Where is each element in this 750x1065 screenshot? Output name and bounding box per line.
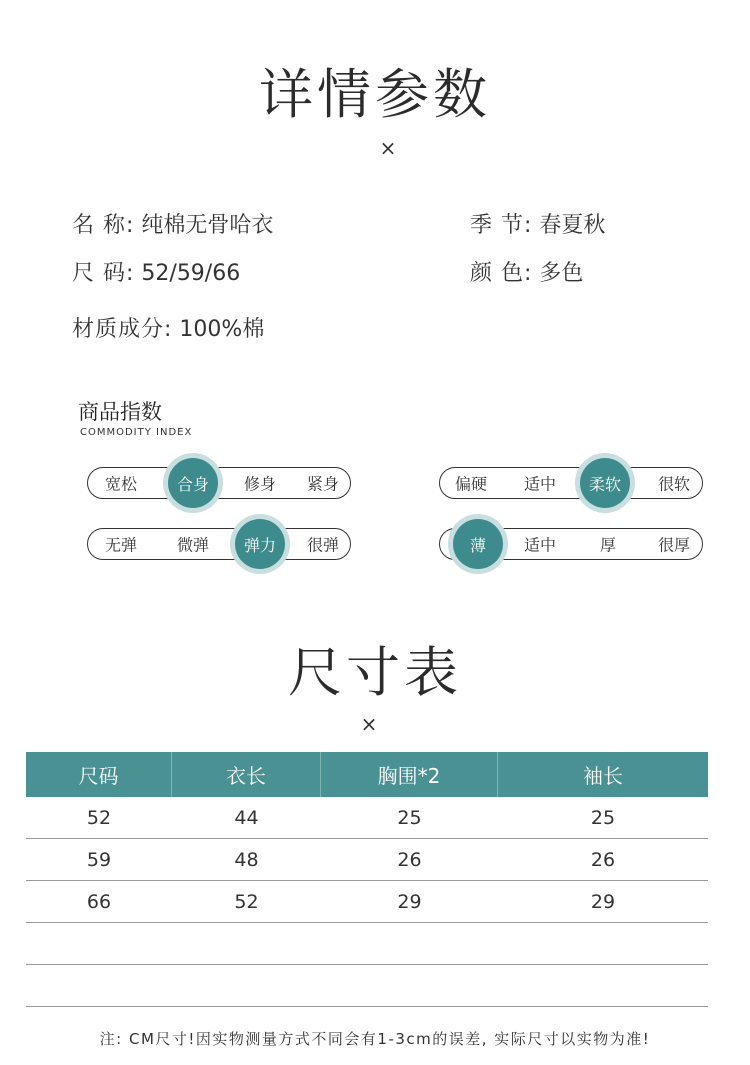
table-cell [498,923,708,964]
table-cell: 44 [234,806,259,829]
table-cell: 29 [397,890,422,913]
size-table-title: 尺寸表 [288,641,462,704]
info-season-label: 季 节: [470,213,533,238]
scale-elasticity-selected: 弹力 [235,519,285,569]
header-sleeve: 袖长 [583,764,623,788]
table-cell [26,965,172,1006]
close-icon: × [379,136,397,160]
header-chest: 胸围*2 [321,752,498,797]
info-material-label: 材质成分: [72,317,173,342]
index-title: 商品指数 [78,400,162,424]
info-color-label: 颜 色: [470,261,533,286]
size-table-header [26,752,708,797]
scale-softness-option: 很软 [657,474,691,494]
scale-elasticity [87,528,351,560]
info-color [470,256,583,287]
close-icon: × [360,712,378,736]
table-cell: 48 [234,848,259,871]
table-cell: 26 [590,848,616,871]
scale-thickness [439,528,703,560]
scale-fit-option: 紧身 [306,474,340,494]
table-row [26,923,708,965]
scale-fit-selected: 合身 [168,458,218,508]
info-name-value: 纯棉无骨哈衣 [141,213,274,238]
header-length: 衣长 [172,752,321,797]
table-row [26,797,708,839]
scale-softness [439,467,703,499]
info-material [72,312,264,343]
scale-fit-option: 宽松 [104,474,138,494]
header-size: 尺码 [26,752,172,797]
table-row [26,965,708,1007]
scale-softness-selected: 柔软 [580,458,630,508]
size-table [26,752,708,1007]
info-color-value: 多色 [539,261,584,286]
info-size-label: 尺 码: [72,261,135,286]
scale-softness-option: 偏硬 [454,474,488,494]
table-cell [321,965,498,1006]
scale-elasticity-option: 微弹 [176,535,210,555]
info-name [72,208,273,239]
table-cell [172,923,321,964]
table-cell [172,965,321,1006]
table-cell [321,923,498,964]
detail-title: 详情参数 [259,63,491,126]
info-season [470,208,605,239]
table-cell: 26 [397,848,422,871]
scale-fit-option: 修身 [243,474,277,494]
scale-thickness-option: 厚 [599,535,617,555]
info-size [72,256,240,287]
index-subtitle: COMMODITY INDEX [80,427,193,438]
scale-elasticity-option: 无弹 [104,535,138,555]
table-cell: 52 [234,890,259,913]
size-note: 注: CM尺寸!因实物测量方式不同会有1-3cm的误差, 实际尺寸以实物为准! [99,1030,651,1048]
info-season-value: 春夏秋 [539,213,606,238]
scale-thickness-selected: 薄 [453,519,503,569]
scale-softness-option: 适中 [523,474,557,494]
table-row [26,881,708,923]
table-cell: 52 [86,806,112,829]
scale-thickness-option: 很厚 [657,535,691,555]
table-row [26,839,708,881]
scale-fit [87,467,351,499]
table-cell [498,965,708,1006]
table-cell: 59 [86,848,112,871]
info-size-value: 52/59/66 [141,261,241,286]
info-name-label: 名 称: [72,213,135,238]
table-cell: 25 [397,806,422,829]
table-cell: 29 [590,890,616,913]
info-material-value: 100%棉 [179,317,265,342]
scale-elasticity-option: 很弹 [306,535,340,555]
table-cell: 66 [86,890,112,913]
scale-thickness-option: 适中 [523,535,557,555]
table-cell: 25 [590,806,616,829]
table-cell [26,923,172,964]
